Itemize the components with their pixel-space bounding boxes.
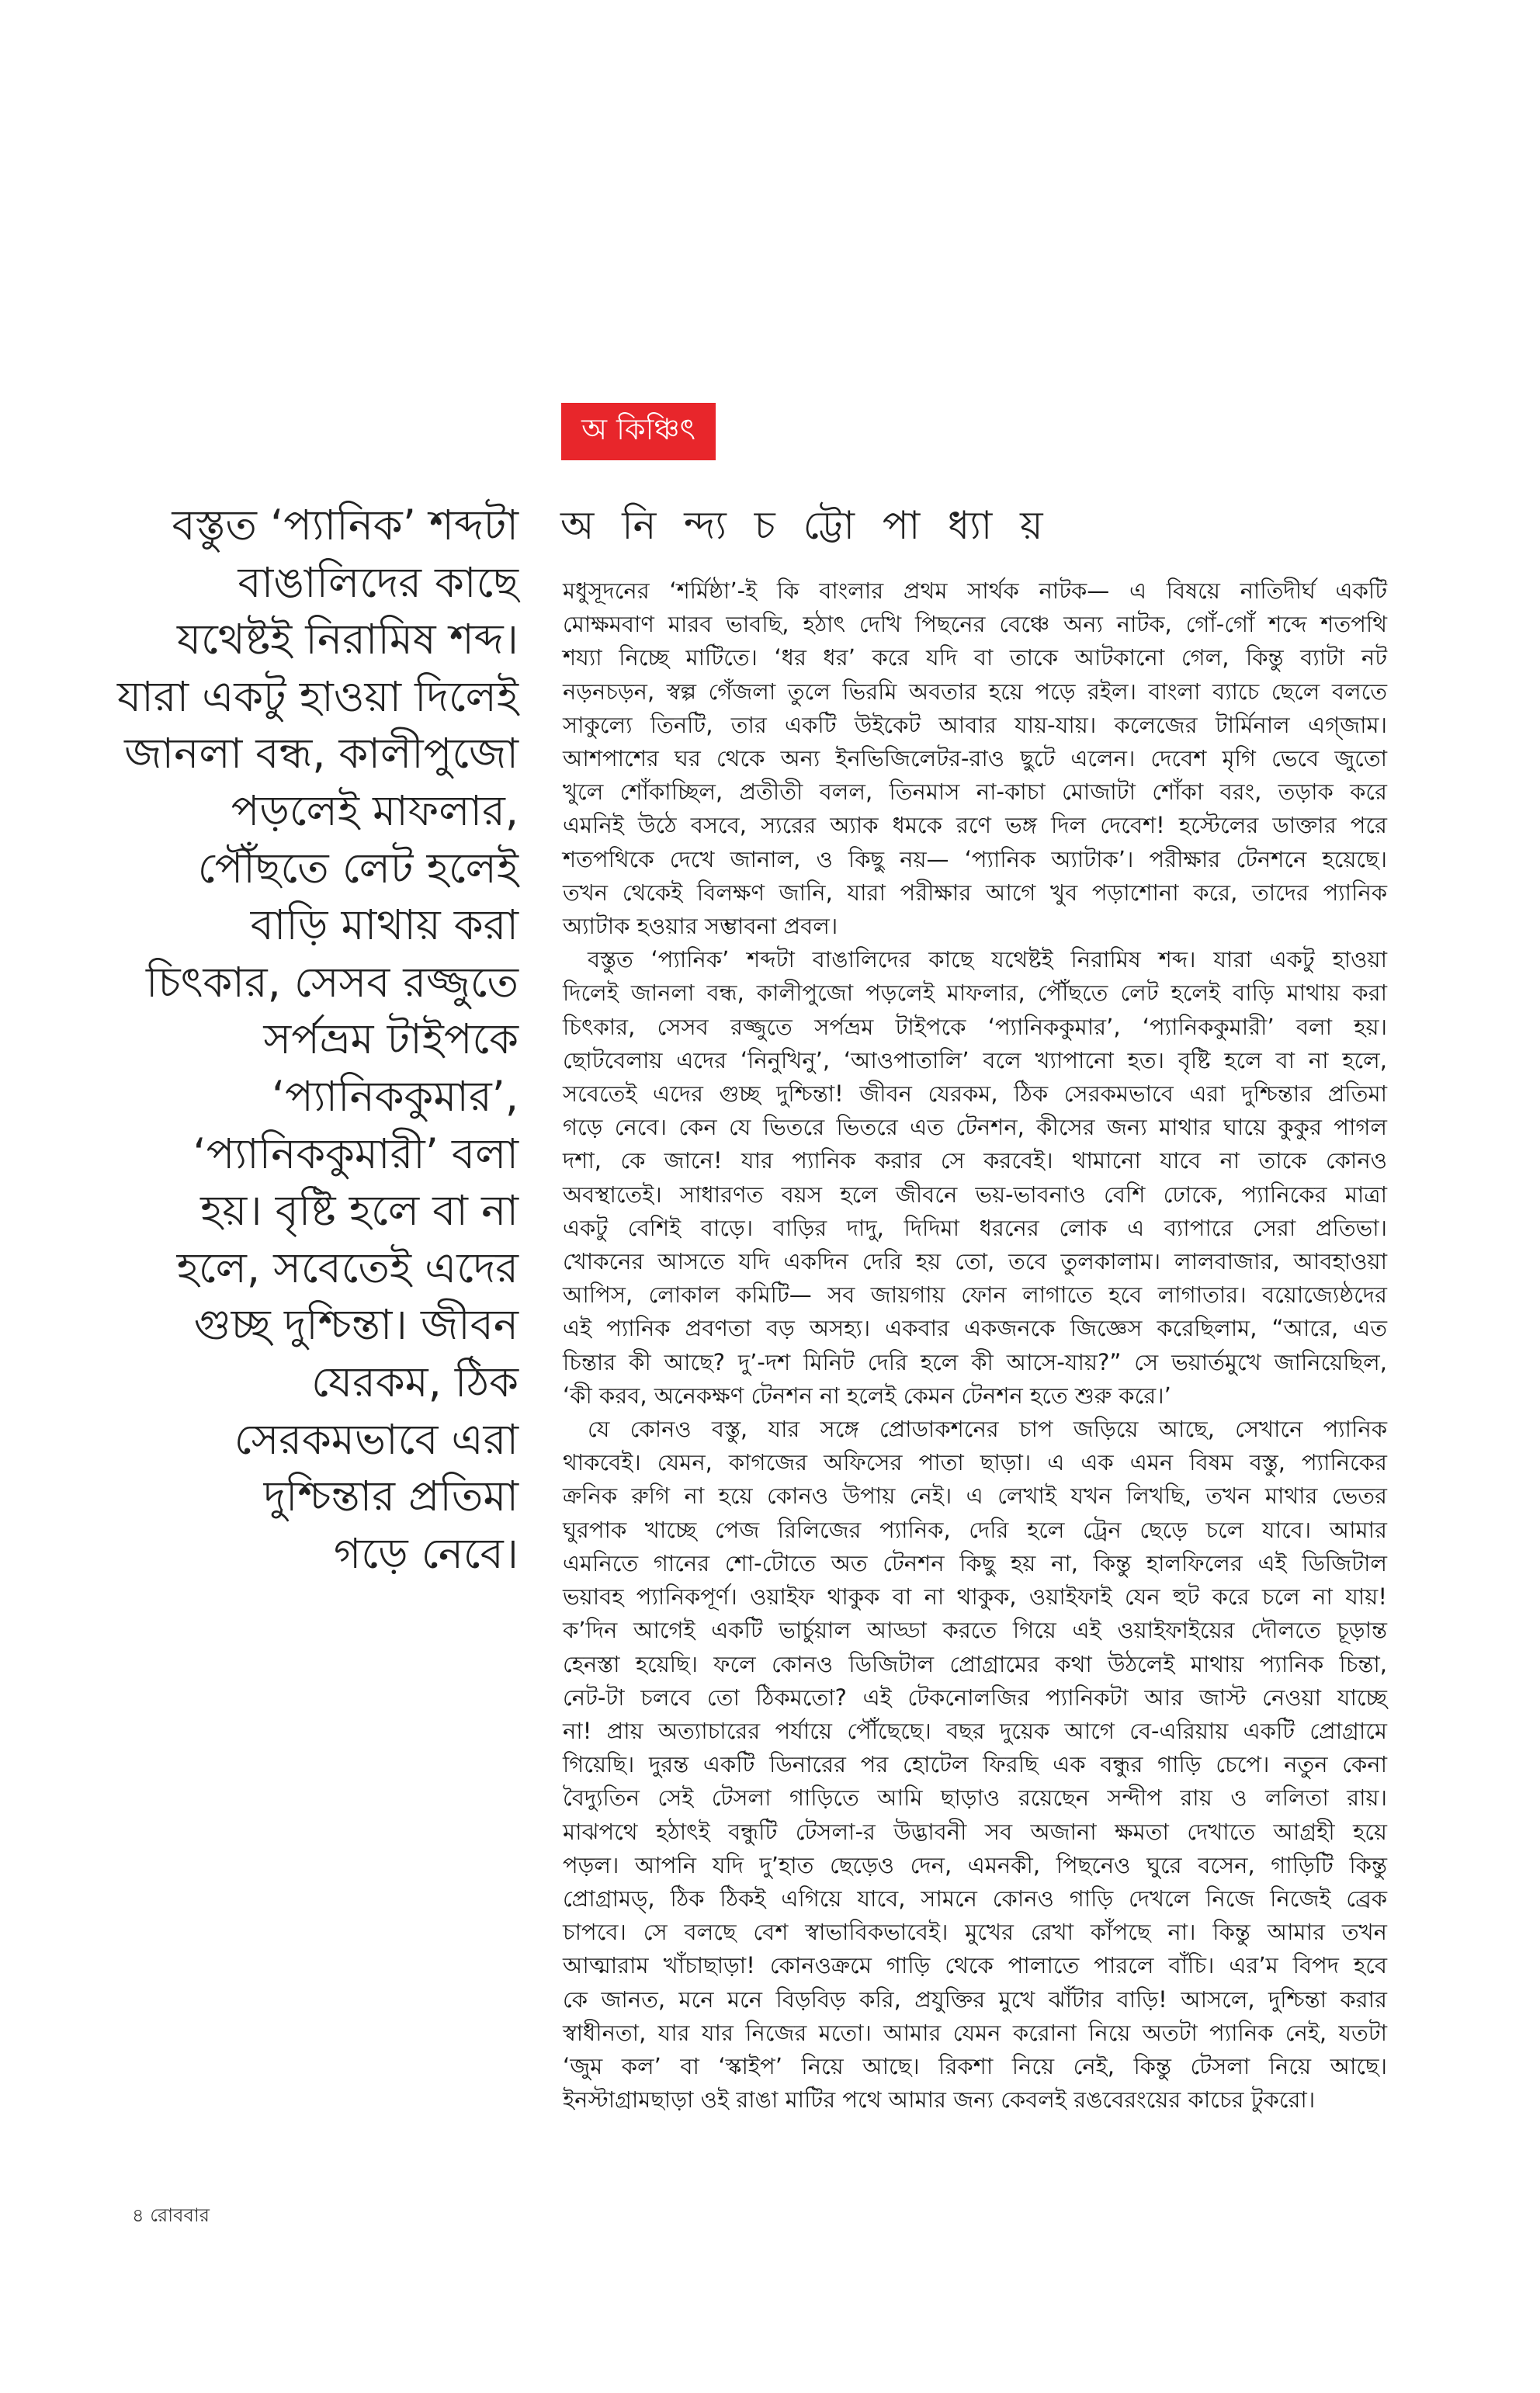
paragraph-line: ঘুরপাক খাচ্ছে পেজ রিলিজের প্যানিক, দেরি হলে ট্রেন ছেড়ে চলে যাবে। আমার bbox=[563, 1516, 1387, 1543]
page-footer bbox=[132, 2201, 210, 2232]
pull-quote-line: ‘প্যানিককুমার’, bbox=[271, 1071, 519, 1121]
article-body bbox=[563, 574, 1387, 2117]
paragraph-line: চিৎকার, সেসব রজ্জুতে সর্পভ্রম টাইপকে ‘প্যানিককুমার’, ‘প্যানিককুমারী’ বলা হয়। bbox=[563, 1013, 1387, 1040]
paragraph-line: আপিস, লোকাল কমিটি— সব জায়গায় ফোন লাগাতে হবে লাগাতার। বয়োজ্যেষ্ঠদের bbox=[563, 1281, 1387, 1309]
pull-quote-line: দুশ্চিন্তার প্রতিমা bbox=[263, 1472, 519, 1521]
paragraph-line: চিন্তার কী আছে? দু’-দশ মিনিট দেরি হলে কী আসে-যায়?” সে ভয়ার্তমুখে জানিয়েছিল, bbox=[563, 1348, 1387, 1375]
paragraph-line: মোক্ষমবাণ মারব ভাবছি, হঠাৎ দেখি পিছনের বেঞ্চে অন্য নাটক, গোঁ-গোঁ শব্দে শতপথি bbox=[563, 611, 1387, 638]
pull-quote-line: বাড়ি মাথায় করা bbox=[250, 900, 519, 950]
pull-quote bbox=[116, 497, 519, 1582]
magazine-name: রোববার bbox=[150, 2204, 210, 2226]
author-name: অ নি ন্দ্য চ ট্টো পা ধ্যা য় bbox=[560, 503, 1051, 548]
pull-quote-line: জানলা বন্ধ, কালীপুজো bbox=[124, 729, 519, 779]
pull-quote-line: পড়লেই মাফলার, bbox=[231, 786, 519, 835]
paragraph-line: যে কোনও বস্তু, যার সঙ্গে প্রোডাকশনের চাপ জড়িয়ে আছে, সেখানে প্যানিক bbox=[588, 1416, 1387, 1443]
pull-quote-line: যারা একটু হাওয়া দিলেই bbox=[117, 671, 519, 721]
paragraph-line: ভয়াবহ প্যানিকপূর্ণ। ওয়াইফ থাকুক বা না থাকুক, ওয়াইফাই যেন হুট করে চলে না যায়! bbox=[563, 1583, 1387, 1611]
pull-quote-line: গুচ্ছ দুশ্চিন্তা। জীবন bbox=[193, 1300, 519, 1350]
paragraph-line: শতপথিকে দেখে জানাল, ও কিছু নয়— ‘প্যানিক অ্যাটাক’। পরীক্ষার টেনশনে হয়েছে। bbox=[563, 845, 1387, 872]
paragraph-line: বস্তুত ‘প্যানিক’ শব্দটা বাঙালিদের কাছে যথেষ্টই নিরামিষ শব্দ। যারা একটু হাওয়া bbox=[588, 946, 1387, 973]
paragraph-line: থাকবেই। যেমন, কাগজের অফিসের পাতা ছাড়া। এ এক এমন বিষম বস্তু, প্যানিকের bbox=[563, 1449, 1387, 1476]
paragraph-line: কে জানত, মনে মনে বিড়বিড় করি, প্রযুক্তির মুখে ঝাঁটার বাড়ি! আসলে, দুশ্চিন্তা করার bbox=[563, 1985, 1387, 2013]
pull-quote-line: যেরকম, ঠিক bbox=[311, 1357, 519, 1406]
pull-quote-line: যথেষ্টই নিরামিষ শব্দ। bbox=[177, 615, 519, 664]
paragraph-line: দশা, কে জানে! যার প্যানিক করার সে করবেই। থামানো যাবে না তাকে কোনও bbox=[563, 1147, 1387, 1174]
paragraph-line: ক্রনিক রুগি না হয়ে কোনও উপায় নেই। এ লেখাই যখন লিখছি, তখন মাথার ভেতর bbox=[563, 1483, 1387, 1510]
paragraph-line: অ্যাটাক হওয়ার সম্ভাবনা প্রবল। bbox=[563, 913, 838, 940]
paragraph-line: এমনিই উঠে বসবে, স্যরের অ্যাক ধমকে রণে ভঙ্গ দিল দেবেশ! হস্টেলের ডাক্তার পরে bbox=[563, 812, 1387, 839]
paragraph-line: নড়নচড়ন, স্বল্প গেঁজলা তুলে ভিরমি অবতার হয়ে পড়ে রইল। বাংলা ব্যাচে ছেলে বলতে bbox=[563, 678, 1387, 705]
paragraph-line: পড়ল। আপনি যদি দু’হাত ছেড়েও দেন, এমনকী, পিছনেও ঘুরে বসেন, গাড়িটি কিন্তু bbox=[563, 1851, 1387, 1878]
pull-quote-line: সেরকমভাবে এরা bbox=[234, 1414, 519, 1464]
paragraph-line: ছোটবেলায় এদের ‘নিনুখিনু’, ‘আওপাতালি’ বলে খ্যাপানো হত। বৃষ্টি হলে বা না হলে, bbox=[563, 1046, 1387, 1073]
pull-quote-line: পৌঁছতে লেট হলেই bbox=[197, 843, 519, 893]
paragraph-line: এই প্যানিক প্রবণতা বড় অসহ্য। একবার একজনকে জিজ্ঞেস করেছিলাম, “আরে, এত bbox=[563, 1315, 1387, 1342]
paragraph-line: না! প্রায় অত্যাচারের পর্যায়ে পৌঁছেছে। বছর দুয়েক আগে বে-এরিয়ায় একটি প্রোগ্রামে bbox=[563, 1717, 1387, 1744]
paragraph-line: গড়ে নেবে। কেন যে ভিতরে ভিতরে এত টেনশন, কীসের জন্য মাথার ঘায়ে কুকুর পাগল bbox=[563, 1114, 1387, 1141]
pull-quote-line: চিৎকার, সেসব রজ্জুতে bbox=[146, 957, 519, 1007]
paragraph-line: সবেতেই এদের গুচ্ছ দুশ্চিন্তা! জীবন যেরকম, ঠিক সেরকমভাবে এরা দুশ্চিন্তার প্রতিমা bbox=[563, 1080, 1387, 1108]
section-tag: অ কিঞ্চিৎ bbox=[561, 403, 716, 460]
paragraph-line: ‘জুম কল’ বা ‘স্কাইপ’ নিয়ে আছে। রিকশা নিয়ে নেই, কিন্তু টেসলা নিয়ে আছে। bbox=[563, 2052, 1387, 2079]
pull-quote-line: ‘প্যানিককুমারী’ বলা bbox=[192, 1129, 519, 1178]
paragraph-line: সাকুল্যে তিনটি, তার একটি উইকেট আবার যায়-যায়। কলেজের টার্মিনাল এগ্‌জাম। bbox=[563, 711, 1387, 738]
paragraph-line: শয্যা নিচ্ছে মাটিতে। ‘ধর ধর’ করে যদি বা তাকে আটকানো গেল, কিন্তু ব্যাটা নট bbox=[563, 644, 1387, 671]
paragraph bbox=[563, 1413, 1387, 2117]
paragraph-line: খোকনের আসতে যদি একদিন দেরি হয় তো, তবে তুলকালাম। লালবাজার, আবহাওয়া bbox=[563, 1248, 1387, 1275]
paragraph-line: চাপবে। সে বলছে বেশ স্বাভাবিকভাবেই। মুখের রেখা কাঁপছে না। কিন্তু আমার তখন bbox=[563, 1919, 1387, 1946]
pull-quote-line: বস্তুত ‘প্যানিক’ শব্দটা bbox=[172, 501, 519, 550]
pull-quote-line: হলে, সবেতেই এদের bbox=[176, 1243, 519, 1292]
paragraph-line: ক’দিন আগেই একটি ভার্চুয়াল আড্ডা করতে গিয়ে এই ওয়াইফাইয়ের দৌলতে চূড়ান্ত bbox=[563, 1617, 1387, 1644]
pull-quote-line: হয়। বৃষ্টি হলে বা না bbox=[200, 1186, 519, 1236]
paragraph-line: মাঝপথে হঠাৎই বন্ধুটি টেসলা-র উদ্ভাবনী সব অজানা ক্ষমতা দেখাতে আগ্রহী হয়ে bbox=[563, 1818, 1387, 1845]
pull-quote-line: গড়ে নেবে। bbox=[333, 1528, 519, 1578]
pull-quote-line: সর্পভ্রম টাইপকে bbox=[263, 1014, 519, 1064]
paragraph-line: তখন থেকেই বিলক্ষণ জানি, যারা পরীক্ষার আগে খুব পড়াশোনা করে, তাদের প্যানিক bbox=[563, 879, 1387, 906]
paragraph-line: দিলেই জানলা বন্ধ, কালীপুজো পড়লেই মাফলার, পৌঁছতে লেট হলেই বাড়ি মাথায় করা bbox=[563, 980, 1387, 1007]
paragraph-line: অবস্থাতেই। সাধারণত বয়স হলে জীবনে ভয়-ভাবনাও বেশি ঢোকে, প্যানিকের মাত্রা bbox=[563, 1181, 1387, 1208]
paragraph-line: ইনস্টাগ্রামছাড়া ওই রাঙা মাটির পথে আমার জন্য কেবলই রঙবেরংয়ের কাচের টুকরো। bbox=[563, 2086, 1316, 2114]
pull-quote-line: বাঙালিদের কাছে bbox=[238, 557, 519, 607]
paragraph-line: গিয়েছি। দুরন্ত একটি ডিনারের পর হোটেল ফিরছি এক বন্ধুর গাড়ি চেপে। নতুন কেনা bbox=[563, 1751, 1387, 1778]
paragraph-line: একটু বেশিই বাড়ে। বাড়ির দাদু, দিদিমা ধরনের লোক এ ব্যাপারে সেরা প্রতিভা। bbox=[563, 1214, 1387, 1241]
paragraph bbox=[563, 943, 1387, 1413]
paragraph-line: নেট-টা চলবে তো ঠিকমতো? এই টেকনোলজির প্যানিকটা আর জাস্ট নেওয়া যাচ্ছে bbox=[563, 1684, 1387, 1711]
paragraph-line: প্রোগ্রামড্, ঠিক ঠিকই এগিয়ে যাবে, সামনে কোনও গাড়ি দেখলে নিজে নিজেই ব্রেক bbox=[563, 1885, 1387, 1912]
paragraph-line: হেনস্তা হয়েছি। ফলে কোনও ডিজিটাল প্রোগ্রামের কথা উঠলেই মাথায় প্যানিক চিন্তা, bbox=[563, 1650, 1387, 1677]
paragraph-line: স্বাধীনতা, যার যার নিজের মতো। আমার যেমন করোনা নিয়ে অতটা প্যানিক নেই, যতটা bbox=[563, 2019, 1387, 2046]
paragraph-line: আত্মারাম খাঁচাছাড়া! কোনওক্রমে গাড়ি থেকে পালাতে পারলে বাঁচি। এর’ম বিপদ হবে bbox=[563, 1952, 1387, 1979]
paragraph-line: ‘কী করব, অনেকক্ষণ টেনশন না হলেই কেমন টেনশন হতে শুরু করে।’ bbox=[563, 1382, 1171, 1409]
page-number: ৪ bbox=[132, 2204, 144, 2226]
paragraph bbox=[563, 574, 1387, 943]
paragraph-line: খুলে শোঁকাচ্ছিল, প্রতীতী বলল, তিনমাস না-কাচা মোজাটা শোঁকা বরং, তড়াক করে bbox=[563, 779, 1387, 806]
paragraph-line: বৈদ্যুতিন সেই টেসলা গাড়িতে আমি ছাড়াও রয়েছেন সন্দীপ রায় ও ললিতা রায়। bbox=[563, 1784, 1387, 1812]
paragraph-line: এমনিতে গানের শো-টোতে অত টেনশন কিছু হয় না, কিন্তু হালফিলের এই ডিজিটাল bbox=[563, 1549, 1387, 1576]
paragraph-line: মধুসূদনের ‘শর্মিষ্ঠা’-ই কি বাংলার প্রথম সার্থক নাটক— এ বিষয়ে নাতিদীর্ঘ একটি bbox=[563, 577, 1387, 604]
paragraph-line: আশপাশের ঘর থেকে অন্য ইনভিজিলেটর-রাও ছুটে এলেন। দেবেশ মৃগি ভেবে জুতো bbox=[563, 745, 1387, 772]
